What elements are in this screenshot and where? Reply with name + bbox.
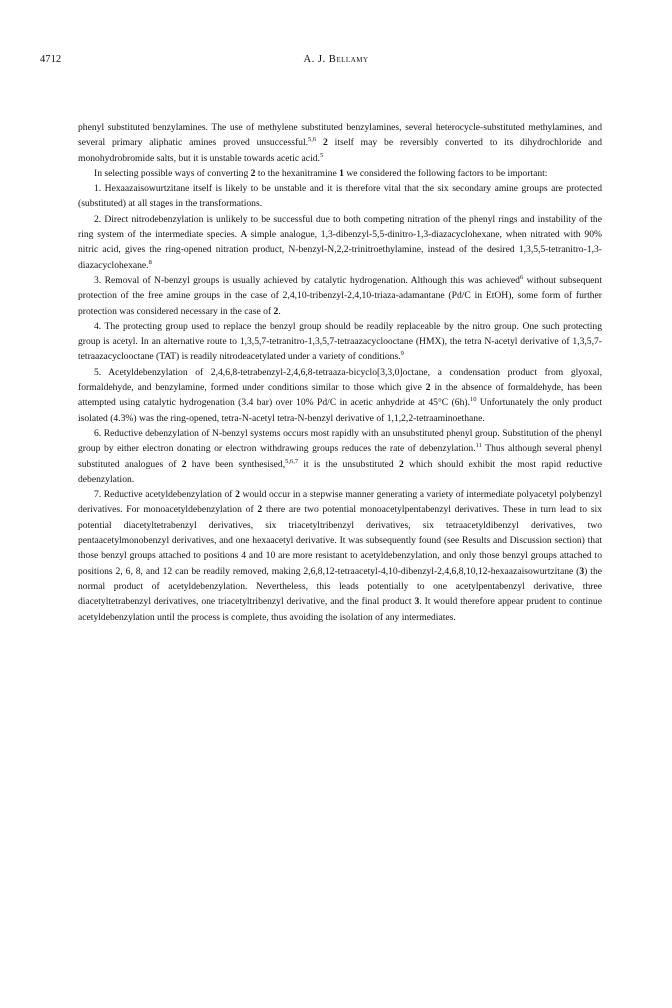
compound-number: 2	[181, 458, 187, 470]
text-run: Thus although several phenyl substituted analogues of	[78, 443, 602, 470]
compound-number: 2	[398, 458, 404, 470]
text-run: 5. Acetyldebenzylation of 2,4,6,8-tetrabenzyl-2,4,6,8-tetraaza-bicyclo[3,3,0]octane, a condensation product from glyoxal, formaldehyde, and benzylamine, formed under conditions similar to those which give	[78, 366, 602, 394]
paragraph	[78, 273, 602, 319]
body-text	[78, 120, 602, 625]
text-run: 3. Removal of N-benzyl groups is usually achieved by catalytic hydrogenation. Although this was achieved	[94, 274, 520, 286]
reference-superscript: 9	[400, 350, 404, 358]
paragraph	[78, 487, 602, 625]
compound-number: 2	[425, 382, 431, 394]
running-head-author: A. J. Bellamy	[303, 54, 369, 65]
text-run: in the absence of formaldehyde, has been attempted using catalytic hydrogenation (3.4 bar) over 10% Pd/C in acetic anhydride at 45°C (6h).	[78, 382, 602, 409]
compound-number: 2	[323, 137, 328, 149]
compound-number: 2	[250, 167, 256, 179]
text-run: 2. Direct nitrodebenzylation is unlikely to be successful due to both competing nitration of the phenyl rings and instability of the ring system of the intermediate species. A simple analogue, 1,3-dibenzyl-5,5-dinitro-1,3-diazacyclohexane, when nitrated with 90% nitric acid, gives the ring-opened nitration product, N-benzyl-N,2,2-trinitroethylamine, instead of the desired 1,3,5,5-tetranitro-1,3-diazacyclohexane.	[78, 213, 602, 271]
text-run: . It would therefore appear prudent to continue acetyldebenzylation until the process is complete, thus avoiding the isolation of any intermediates.	[78, 596, 602, 623]
text-run: 6. Reductive debenzylation of N-benzyl systems occurs most rapidly with an unsubstituted phenyl group. Substitution of the phenyl group by either electron donating or electron withdrawing groups reduces the rate of debenzylation.	[78, 427, 602, 455]
text-run: there are two potential monoacetylpentabenzyl derivatives. These in turn lead to six potential diacetyltetrabenzyl derivatives, six triacetyltribenzyl derivatives, six tetraacetyldibenzyl derivatives, two pentaacetylmonobenzyl derivatives, and one hexaacetyl derivative. It was subsequently found (see Results and Discussion section) that those benzyl groups attached to positions 4 and 10 are more resistant to acetyldebenzylation, and only those benzyl groups attached to positions 2, 6, 8, and 12 can be readily removed, making 2,6,8,12-tetraacetyl-4,10-dibenzyl-2,4,6,8,10,12-hexaazaisowurtzitane (	[78, 504, 602, 577]
paragraph	[78, 120, 602, 166]
reference-superscript: 10	[469, 396, 477, 404]
text-run: have been synthesised,	[186, 458, 286, 470]
running-head	[40, 54, 632, 68]
text-run: 1. Hexaazaisowurtzitane itself is likely to be unstable and it is therefore vital that the six secondary amine groups are protected (substituted) at all stages in the transformations.	[78, 183, 602, 210]
reference-superscript: 8	[148, 258, 152, 266]
page-number: 4712	[40, 54, 62, 65]
paragraph	[78, 181, 602, 212]
text-run: ) the normal product of acetyldebenzylation. Nevertheless, this leads potentially to one acetylpentabenzyl derivative, three diacetyltetrabenzyl derivatives, one triacetyltribenzyl derivative, and the final product	[78, 565, 602, 608]
reference-superscript: 5,6	[308, 136, 317, 144]
reference-superscript: 11	[475, 442, 482, 450]
text-run: we considered the following factors to be important:	[343, 167, 548, 179]
text-run: Unfortunately the only product isolated (4.3%) was the ring-opened, tetra-N-acetyl tetra-N-benzyl derivative of 1,1,2,2-tetraaminoethane.	[78, 397, 602, 424]
text-run: In selecting possible ways of converting	[94, 167, 251, 179]
compound-number: 1	[339, 167, 344, 179]
compound-number: 2	[235, 489, 240, 501]
compound-number: 2	[273, 305, 279, 317]
text-run: itself may be reversibly converted to its dihydrochloride and monohydrobromide salts, but it is unstable towards acetic acid.	[78, 137, 603, 164]
text-run: without subsequent protection of the free amine groups in the case of 2,4,10-tribenzyl-2,4,10-triaza-adamantane (Pd/C in EtOH), some form of further protection was considered necessary in the case of	[78, 274, 602, 317]
paragraph	[78, 212, 602, 273]
text-run: which should exhibit the most rapid reductive debenzylation.	[78, 458, 602, 485]
paragraph	[78, 166, 602, 181]
text-run: 4. The protecting group used to replace the benzyl group should be readily replaceable by the nitro group. One such protecting group is acetyl. In an alternative route to 1,3,5,7-tetranitro-1,3,5,7-tetraazacyclooctane (HMX), the tetra N-acetyl derivative of 1,3,5,7-tetraazacyclooctane (TAT) is readily nitrodeacetylated under a variety of conditions.	[78, 320, 602, 363]
reference-superscript: 6	[519, 273, 524, 281]
paragraph	[78, 365, 602, 426]
reference-superscript: 5,6,7	[285, 457, 299, 465]
paragraph	[78, 426, 602, 487]
compound-number: 3	[414, 596, 420, 608]
text-run: .	[278, 305, 281, 317]
text-run: phenyl substituted benzylamines. The use of methylene substituted benzylamines, several heterocycle-substituted methylamines, and several primary aliphatic amines proved unsuccessful.	[78, 122, 602, 149]
text-run: 7. Reductive acetyldebenzylation of	[94, 489, 236, 501]
paragraph	[78, 319, 602, 365]
compound-number: 2	[257, 504, 263, 516]
text-run	[316, 137, 323, 148]
text-run: to the hexanitramine	[255, 167, 340, 179]
compound-number: 3	[579, 565, 585, 577]
text-run: it is the unsubstituted	[298, 458, 399, 470]
text-run: would occur in a stepwise manner generating a variety of intermediate polyacetyl polybenzyl derivatives. For monoacetyldebenzylation of	[78, 489, 602, 516]
reference-superscript: 5	[319, 151, 324, 159]
